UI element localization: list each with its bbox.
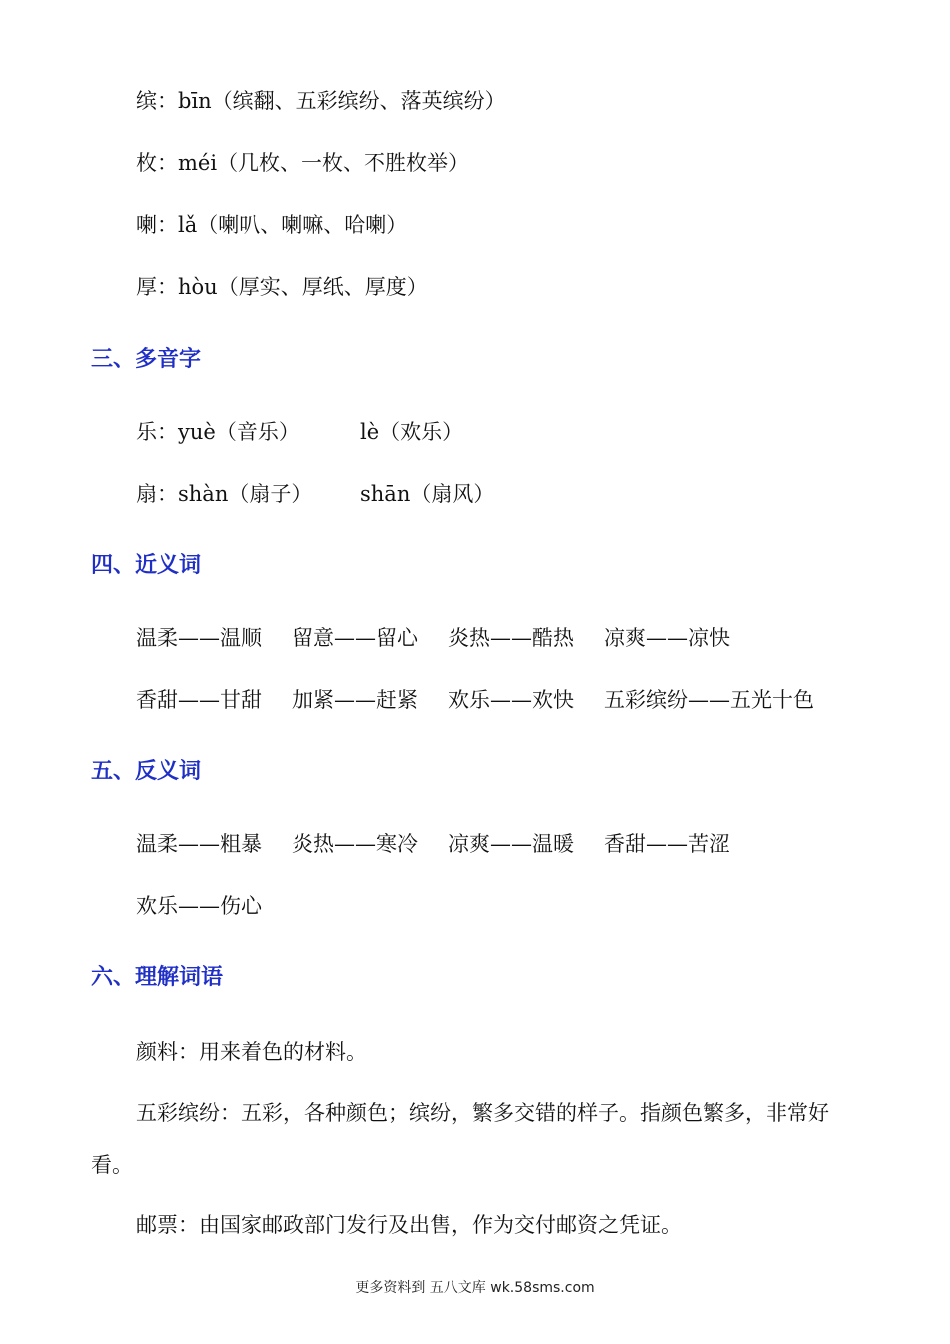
pron-pinyin: lǎ	[178, 213, 198, 237]
section-heading-antonyms: 五、反义词	[91, 759, 202, 784]
polyphone-reading: 扇：shàn（扇子）	[136, 482, 313, 506]
pron-pinyin: bīn	[178, 89, 212, 113]
pron-pinyin: hòu	[178, 275, 218, 299]
synonym-row	[136, 685, 814, 715]
pron-words: （厚实、厚纸、厚度）	[217, 275, 428, 299]
pronunciation-line	[136, 148, 469, 178]
word-pair: 凉爽——温暖	[448, 832, 574, 856]
antonym-row	[136, 829, 730, 859]
pron-char: 厚	[136, 275, 157, 299]
antonym-row	[136, 891, 262, 921]
pronunciation-line	[136, 210, 407, 240]
word-pair: 凉爽——凉快	[604, 626, 730, 650]
section-heading-synonyms: 四、近义词	[91, 553, 202, 578]
pron-words: （喇叭、喇嘛、哈喇）	[197, 213, 408, 237]
polyphone-reading: 乐：yuè（音乐）	[136, 420, 300, 444]
pron-sep: ：	[157, 213, 178, 237]
polyphone-row	[136, 479, 494, 509]
pronunciation-line	[136, 272, 428, 302]
polyphone-row	[136, 417, 463, 447]
section-heading-polyphones: 三、多音字	[91, 347, 202, 372]
word-pair: 欢乐——欢快	[448, 688, 574, 712]
pron-words: （几枚、一枚、不胜枚举）	[217, 151, 470, 175]
pron-char: 喇	[136, 213, 157, 237]
pron-sep: ：	[157, 89, 178, 113]
definition-paragraph: 颜料：用来着色的材料。	[136, 1040, 367, 1064]
word-pair: 加紧——赶紧	[292, 688, 418, 712]
word-pair: 香甜——甘甜	[136, 688, 262, 712]
footer-source: 更多资料到 五八文库 wk.58sms.com	[355, 1280, 595, 1296]
pron-char: 缤	[136, 89, 157, 113]
polyphone-reading: shān（扇风）	[360, 482, 495, 506]
definition-paragraph: 五彩缤纷：五彩，各种颜色；缤纷，繁多交错的样子。指颜色繁多，非常好看。	[91, 1101, 829, 1177]
word-pair: 温柔——粗暴	[136, 832, 262, 856]
definition-paragraph: 邮票：由国家邮政部门发行及出售，作为交付邮资之凭证。	[136, 1213, 682, 1237]
synonym-row	[136, 623, 730, 653]
pron-words: （缤翻、五彩缤纷、落英缤纷）	[211, 89, 506, 113]
pronunciation-line	[136, 86, 506, 116]
word-pair: 炎热——酷热	[448, 626, 574, 650]
word-pair: 炎热——寒冷	[292, 832, 418, 856]
word-pair: 香甜——苦涩	[604, 832, 730, 856]
word-pair: 五彩缤纷——五光十色	[604, 688, 814, 712]
pron-sep: ：	[157, 151, 178, 175]
pron-char: 枚	[136, 151, 157, 175]
word-pair: 留意——留心	[292, 626, 418, 650]
pron-pinyin: méi	[178, 151, 218, 175]
pron-sep: ：	[157, 275, 178, 299]
word-pair: 温柔——温顺	[136, 626, 262, 650]
word-pair: 欢乐——伤心	[136, 894, 262, 918]
section-heading-word-meanings: 六、理解词语	[91, 965, 224, 990]
polyphone-reading: lè（欢乐）	[360, 420, 464, 444]
